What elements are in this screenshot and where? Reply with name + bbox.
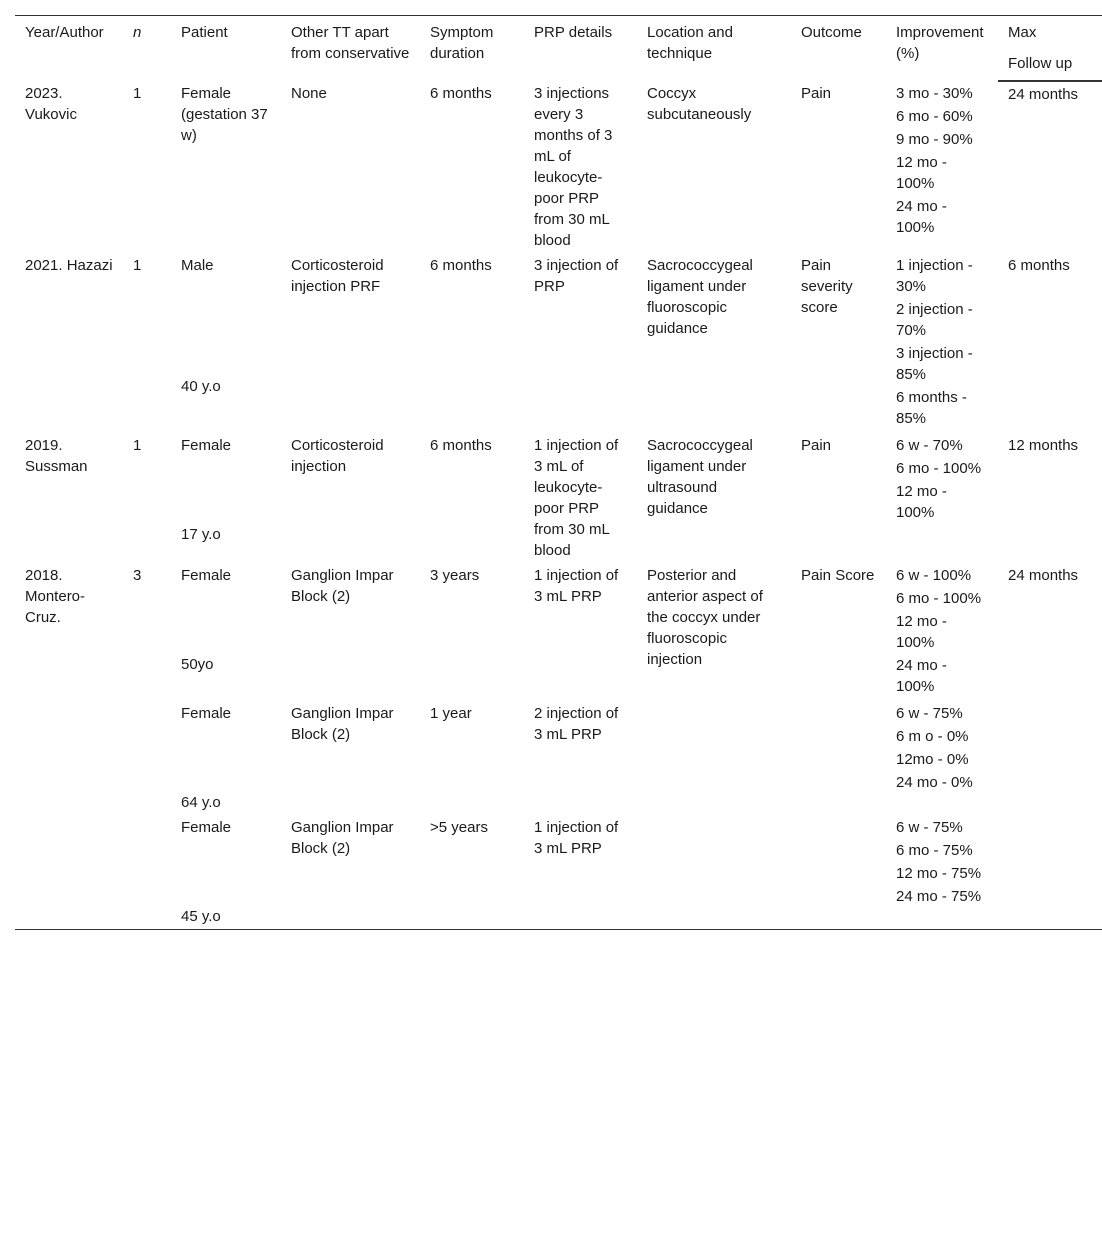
patient-age: 17 y.o (181, 526, 221, 543)
cell-improvement (886, 81, 998, 253)
cell-location (637, 701, 791, 815)
header-outcome: Outcome (801, 24, 862, 41)
cell-max-follow-up (998, 701, 1102, 815)
header-prp-details: PRP details (534, 24, 613, 41)
patient-sex: Male (181, 257, 214, 274)
table-row (15, 81, 1102, 253)
patient-age: 64 y.o (181, 794, 221, 811)
cell-n: 3 (133, 567, 142, 584)
cell-other-tt: None (291, 85, 327, 102)
cell-max-follow-up: 24 months (1008, 86, 1079, 103)
patient-sex: Female (181, 437, 232, 454)
header-max-line1: Max (1008, 24, 1037, 41)
cell-other-tt: Corticosteroid injection (291, 437, 384, 475)
improvement-entry: 6 mo - 60% (896, 108, 973, 125)
improvement-entry: 6 months - 85% (896, 389, 967, 427)
improvement-entry: 24 mo - 75% (896, 888, 982, 905)
cell-outcome: Pain severity score (801, 257, 853, 316)
cell-symptom-duration: 6 months (430, 437, 492, 454)
improvement-entry: 6 w - 75% (896, 819, 963, 836)
improvement-entry: 6 mo - 75% (896, 842, 973, 859)
improvement-entry: 6 mo - 100% (896, 460, 982, 477)
cell-location (637, 815, 791, 930)
improvement-entry: 12 mo - 100% (896, 613, 947, 651)
patient-sex: Female (181, 567, 232, 584)
table-row (15, 815, 1102, 930)
improvement-entry: 24 mo - 100% (896, 657, 947, 695)
cell-improvement (886, 563, 998, 701)
cell-outcome: Pain (801, 85, 832, 102)
data-table-wrapper (15, 15, 1102, 930)
cell-n: 1 (133, 257, 142, 274)
improvement-entry: 3 injection - 85% (896, 345, 973, 383)
cell-improvement (886, 433, 998, 563)
table-row (15, 433, 1102, 563)
cell-year-author: 2023. Vukovic (25, 85, 77, 123)
header-symptom-duration: Symptom duration (430, 24, 494, 62)
cell-year-author: 2018. Montero-Cruz. (25, 567, 86, 626)
improvement-entry: 6 w - 75% (896, 705, 963, 722)
cell-symptom-duration: 6 months (430, 85, 492, 102)
improvement-entry: 3 mo - 30% (896, 85, 973, 102)
cell-max-follow-up: 24 months (1008, 567, 1079, 584)
improvement-entry: 9 mo - 90% (896, 131, 973, 148)
improvement-entry: 12 mo - 100% (896, 154, 947, 192)
cell-n (123, 815, 171, 930)
header-max-line2: Follow up (1008, 55, 1073, 72)
cell-patient (171, 81, 281, 253)
cell-other-tt: Ganglion Impar Block (2) (291, 819, 394, 857)
cell-max-follow-up: 6 months (1008, 257, 1070, 274)
improvement-entry: 12 mo - 100% (896, 483, 947, 521)
cell-prp-details: 2 injection of 3 mL PRP (534, 705, 619, 743)
cell-patient (171, 253, 281, 433)
table-header-row (15, 16, 1102, 82)
cell-year-author (15, 815, 123, 930)
table-body (15, 81, 1102, 930)
improvement-entry: 24 mo - 100% (896, 198, 947, 236)
cell-location: Posterior and anterior aspect of the coccyx under fluoroscopic injection (647, 567, 763, 668)
header-max-follow-up (998, 16, 1102, 82)
cell-outcome (791, 815, 886, 930)
improvement-entry: 24 mo - 0% (896, 774, 973, 791)
improvement-entry: 1 injection - 30% (896, 257, 973, 295)
cell-location: Coccyx subcutaneously (647, 85, 752, 123)
cell-max-follow-up: 12 months (1008, 437, 1079, 454)
cell-max-follow-up (998, 815, 1102, 930)
cell-n (123, 701, 171, 815)
cell-patient (171, 563, 281, 701)
patient-sex: Female (181, 819, 232, 836)
improvement-entry: 6 w - 70% (896, 437, 963, 454)
cell-patient (171, 815, 281, 930)
cell-prp-details: 3 injection of PRP (534, 257, 619, 295)
cell-location: Sacrococcygeal ligament under ultrasound guidance (647, 437, 753, 517)
cell-outcome: Pain (801, 437, 832, 454)
header-patient: Patient (181, 24, 228, 41)
cell-prp-details: 1 injection of 3 mL PRP (534, 567, 619, 605)
cell-prp-details: 3 injections every 3 months of 3 mL of leukocyte-poor PRP from 30 mL blood (534, 85, 613, 249)
cell-improvement (886, 253, 998, 433)
header-improvement: Improvement (%) (896, 24, 984, 62)
improvement-entry: 6 mo - 100% (896, 590, 982, 607)
improvement-entry: 12mo - 0% (896, 751, 969, 768)
cell-year-author (15, 701, 123, 815)
improvement-entry: 6 w - 100% (896, 567, 972, 584)
header-n: n (133, 24, 142, 41)
cell-n: 1 (133, 85, 142, 102)
improvement-entry: 2 injection - 70% (896, 301, 973, 339)
cell-other-tt: Ganglion Impar Block (2) (291, 705, 394, 743)
cell-year-author: 2019. Sussman (25, 437, 88, 475)
cell-patient (171, 433, 281, 563)
patient-sex: Female (gestation 37 w) (181, 85, 268, 144)
cell-symptom-duration: 1 year (430, 705, 472, 722)
cell-prp-details: 1 injection of 3 mL of leukocyte-poor PRP from 30 mL blood (534, 437, 619, 559)
cell-symptom-duration: >5 years (430, 819, 488, 836)
cell-location: Sacrococcygeal ligament under fluoroscopic guidance (647, 257, 753, 337)
cell-improvement (886, 701, 998, 815)
header-location: Location and technique (647, 24, 733, 62)
patient-sex: Female (181, 705, 232, 722)
table-row (15, 701, 1102, 815)
cell-outcome: Pain Score (801, 567, 875, 584)
cell-prp-details: 1 injection of 3 mL PRP (534, 819, 619, 857)
table-row (15, 563, 1102, 701)
cell-other-tt: Corticosteroid injection PRF (291, 257, 384, 295)
cell-n: 1 (133, 437, 142, 454)
prp-studies-table (15, 15, 1102, 930)
cell-outcome (791, 701, 886, 815)
cell-patient (171, 701, 281, 815)
header-year-author: Year/Author (25, 24, 104, 41)
cell-symptom-duration: 6 months (430, 257, 492, 274)
cell-other-tt: Ganglion Impar Block (2) (291, 567, 394, 605)
cell-year-author: 2021. Hazazi (25, 257, 113, 274)
improvement-entry: 12 mo - 75% (896, 865, 982, 882)
header-other-tt: Other TT apart from conservative (291, 24, 410, 62)
patient-age: 45 y.o (181, 908, 221, 925)
patient-age: 50yo (181, 656, 214, 673)
cell-symptom-duration: 3 years (430, 567, 480, 584)
table-row (15, 253, 1102, 433)
improvement-entry: 6 m o - 0% (896, 728, 969, 745)
patient-age: 40 y.o (181, 378, 221, 395)
cell-improvement (886, 815, 998, 930)
